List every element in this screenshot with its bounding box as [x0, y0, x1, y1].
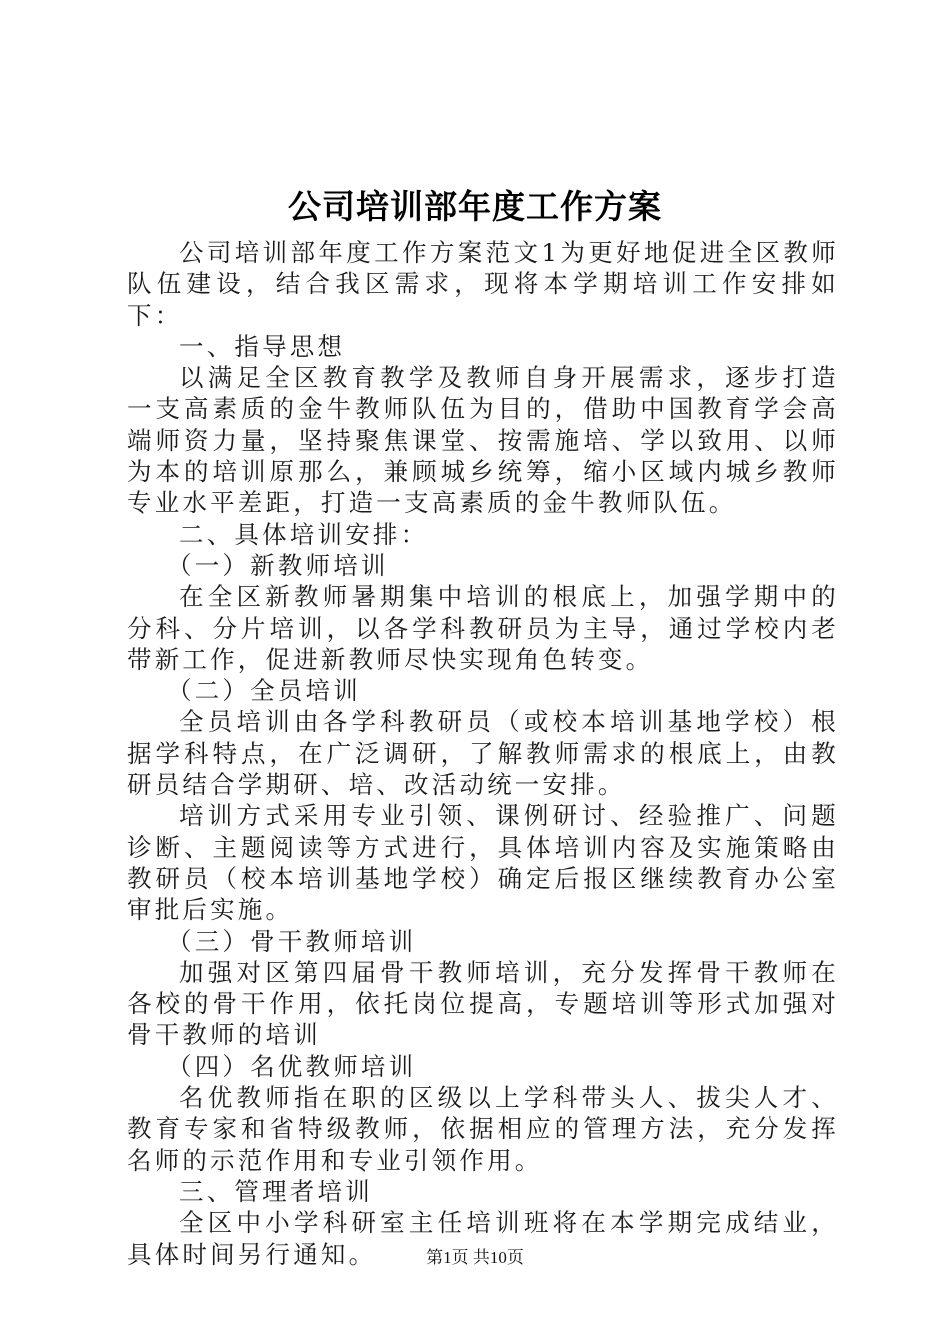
paragraph-famous-teacher-training: 名优教师指在职的区级以上学科带头人、拔尖人才、教育专家和省特级教师，依据相应的管理方法，充分发挥名师的示范作用和专业引领作用。: [127, 1083, 839, 1175]
paragraph-training-methods: 培训方式采用专业引领、课例研讨、经验推广、问题诊断、主题阅读等方式进行，具体培训内容及实施策略由教研员（校本培训基地学校）确定后报区继续教育办公室审批后实施。: [127, 801, 839, 925]
page-number-footer: 第1页 共10页: [426, 1248, 524, 1267]
section-heading-guiding-ideology: 一、指导思想: [179, 331, 346, 361]
document-title: 公司培训部年度工作方案: [288, 187, 662, 226]
subheading-new-teacher-training: （一）新教师培训: [167, 550, 389, 580]
section-heading-training-arrangements: 二、具体培训安排：: [179, 519, 429, 549]
paragraph-manager-training: 全区中小学科研室主任培训班将在本学期完成结业，具体时间另行通知。: [127, 1208, 839, 1269]
document-body: [127, 237, 839, 1270]
paragraph-all-staff-training: 全员培训由各学科教研员（或校本培训基地学校）根据学科特点，在广泛调研，了解教师需求的根底上，由教研员结合学期研、培、改活动统一安排。: [127, 707, 839, 800]
subheading-all-staff-training: （二）全员培训: [167, 676, 361, 706]
section-heading-manager-training: 三、管理者培训: [179, 1176, 373, 1206]
paragraph-new-teacher-training: 在全区新教师暑期集中培训的根底上，加强学期中的分科、分片培训，以各学科教研员为主导，通过学校内老带新工作，促进新教师尽快实现角色转变。: [127, 582, 839, 674]
subheading-key-teacher-training: （三）骨干教师培训: [167, 926, 417, 956]
subheading-famous-teacher-training: （四）名优教师培训: [167, 1051, 417, 1081]
paragraph-key-teacher-training: 加强对区第四届骨干教师培训，充分发挥骨干教师在各校的骨干作用，依托岗位提高，专题培训等形式加强对骨干教师的培训: [127, 957, 839, 1050]
intro-paragraph: 公司培训部年度工作方案范文1为更好地促进全区教师队伍建设，结合我区需求，现将本学期培训工作安排如下：: [127, 238, 839, 330]
paragraph-guiding-ideology: 以满足全区教育教学及教师自身开展需求，逐步打造一支高素质的金牛教师队伍为目的，借助中国教育学会高端师资力量，坚持聚焦课堂、按需施培、学以致用、以师为本的培训原那么，兼顾城乡统筹，缩小区域内城乡教师专业水平差距，打造一支高素质的金牛教师队伍。: [127, 363, 839, 518]
